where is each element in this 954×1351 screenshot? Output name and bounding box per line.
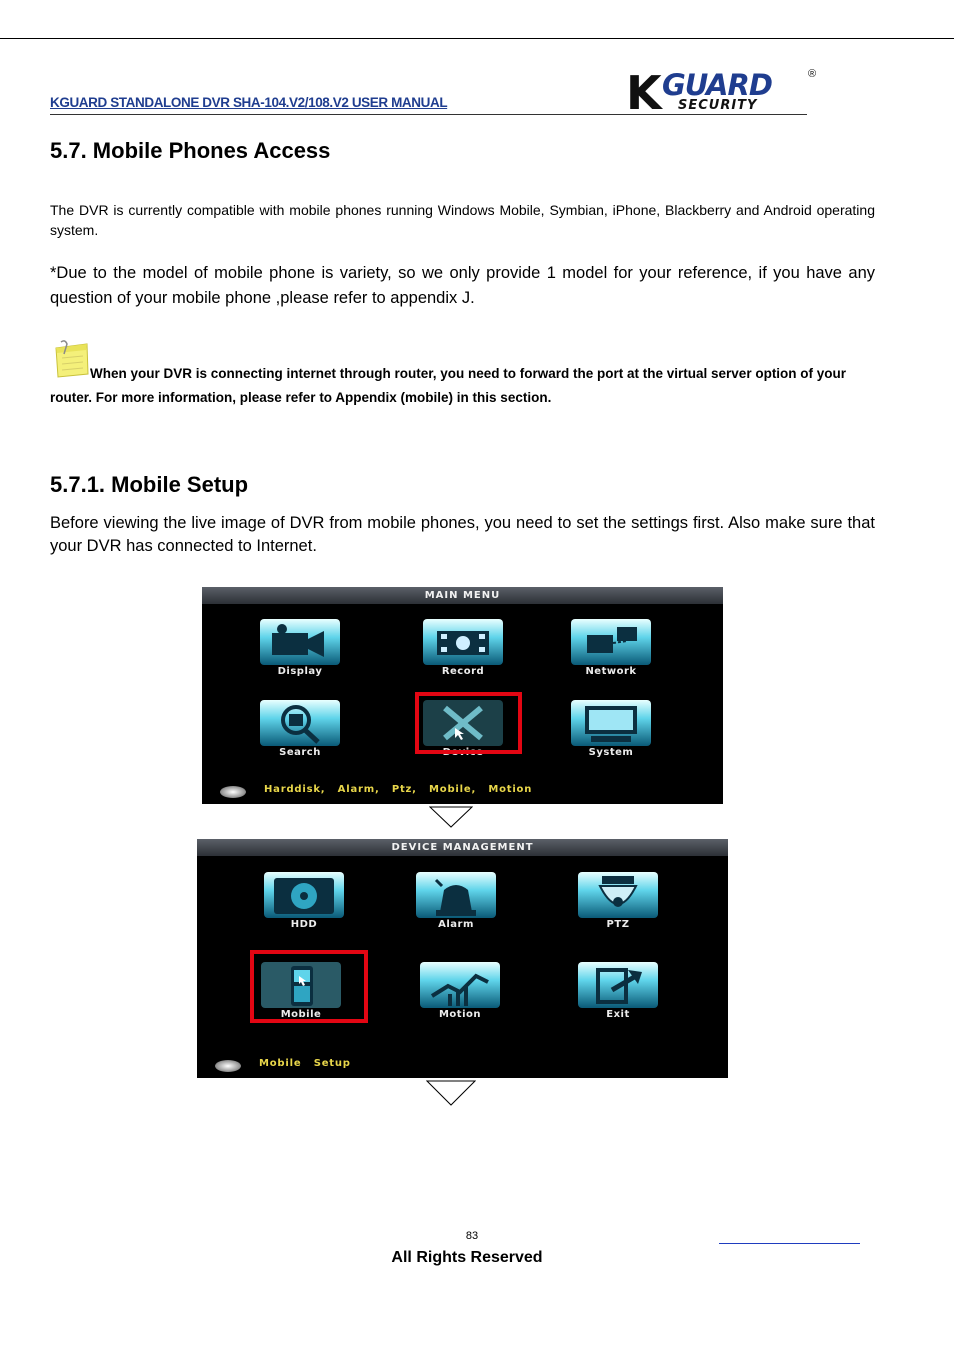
logo-guard: GUARD: [662, 68, 772, 102]
disc-icon: [220, 786, 246, 798]
alarm-icon: [414, 872, 498, 922]
main-menu-title: MAIN MENU: [202, 587, 723, 604]
model-note-paragraph: *Due to the model of mobile phone is variety, so we only provide 1 model for your reference, if you have any question of your mobile phone ,please refer to appendix J.: [50, 264, 875, 307]
main-menu-system[interactable]: [536, 690, 686, 768]
device-menu-title: DEVICE MANAGEMENT: [197, 839, 728, 856]
router-note-line2: router. For more information, please refer to Appendix (mobile) in this section.: [50, 390, 552, 405]
exit-label: Exit: [606, 1009, 630, 1020]
footer-link-underline[interactable]: [719, 1243, 860, 1244]
record-icon: [421, 619, 505, 669]
mobile-label: Mobile: [280, 1009, 322, 1020]
alarm-label: Alarm: [438, 919, 474, 930]
logo-security: SECURITY: [678, 98, 758, 113]
motion-label: Motion: [438, 1009, 482, 1020]
display-icon: [258, 619, 342, 669]
device-highlight-box: [415, 692, 522, 754]
logo-registered-mark: ®: [808, 68, 817, 80]
display-label: Display: [277, 666, 323, 677]
document-header: KGUARD STANDALONE DVR SHA-104.V2/108.V2 USER MANUAL: [50, 95, 448, 110]
top-rule: [0, 38, 954, 39]
main-menu-network[interactable]: [536, 609, 686, 687]
main-menu-status-bar: [202, 780, 723, 804]
mobile-highlight-box: [250, 950, 368, 1023]
main-menu-status-text: Harddisk, Alarm, Ptz, Mobile, Motion: [264, 784, 533, 795]
network-label: Network: [585, 666, 637, 677]
router-note-line1: When your DVR is connecting internet through router, you need to forward the port at the virtual server option of your: [90, 366, 847, 381]
kguard-logo: [626, 68, 826, 118]
system-icon: [569, 700, 653, 750]
disc-icon: [215, 1060, 241, 1072]
subsection-title: 5.7.1. Mobile Setup: [50, 472, 249, 497]
device-menu-status-bar: [197, 1054, 728, 1078]
main-menu-search[interactable]: [225, 690, 375, 768]
device-menu-hdd[interactable]: [229, 862, 379, 940]
main-menu-screen: [202, 587, 723, 804]
section-title: 5.7. Mobile Phones Access: [50, 138, 331, 163]
device-menu-alarm[interactable]: [381, 862, 531, 940]
search-label: Search: [279, 747, 321, 758]
network-icon: [569, 619, 653, 669]
ptz-label: PTZ: [606, 919, 630, 930]
down-arrow-icon: [426, 1080, 476, 1106]
motion-icon: [418, 962, 502, 1012]
device-menu-ptz[interactable]: [543, 862, 693, 940]
router-note: [50, 362, 900, 410]
hdd-icon: [262, 872, 346, 922]
main-menu-record[interactable]: [388, 609, 538, 687]
device-menu-exit[interactable]: [543, 952, 693, 1030]
ptz-camera-icon: [576, 872, 660, 922]
logo-k: K: [626, 66, 662, 120]
compatibility-paragraph: The DVR is currently compatible with mobile phones running Windows Mobile, Symbian, iPhone, Blackberry and Android operating system.: [50, 202, 875, 238]
search-icon: [258, 700, 342, 750]
device-management-screen: [197, 839, 728, 1078]
page-number: 83: [465, 1230, 479, 1242]
record-label: Record: [441, 666, 485, 677]
device-menu-status-text: Mobile Setup: [259, 1058, 351, 1069]
device-label: Device: [442, 747, 484, 758]
main-menu-display[interactable]: [225, 609, 375, 687]
exit-icon: [576, 962, 660, 1012]
hdd-label: HDD: [290, 919, 318, 930]
device-menu-motion[interactable]: [385, 952, 535, 1030]
all-rights-reserved: All Rights Reserved: [391, 1249, 543, 1266]
down-arrow-icon: [429, 806, 473, 828]
setup-paragraph: Before viewing the live image of DVR from mobile phones, you need to set the settings first. Also make sure that your DVR has connected to Internet.: [50, 514, 875, 555]
system-label: System: [588, 747, 634, 758]
